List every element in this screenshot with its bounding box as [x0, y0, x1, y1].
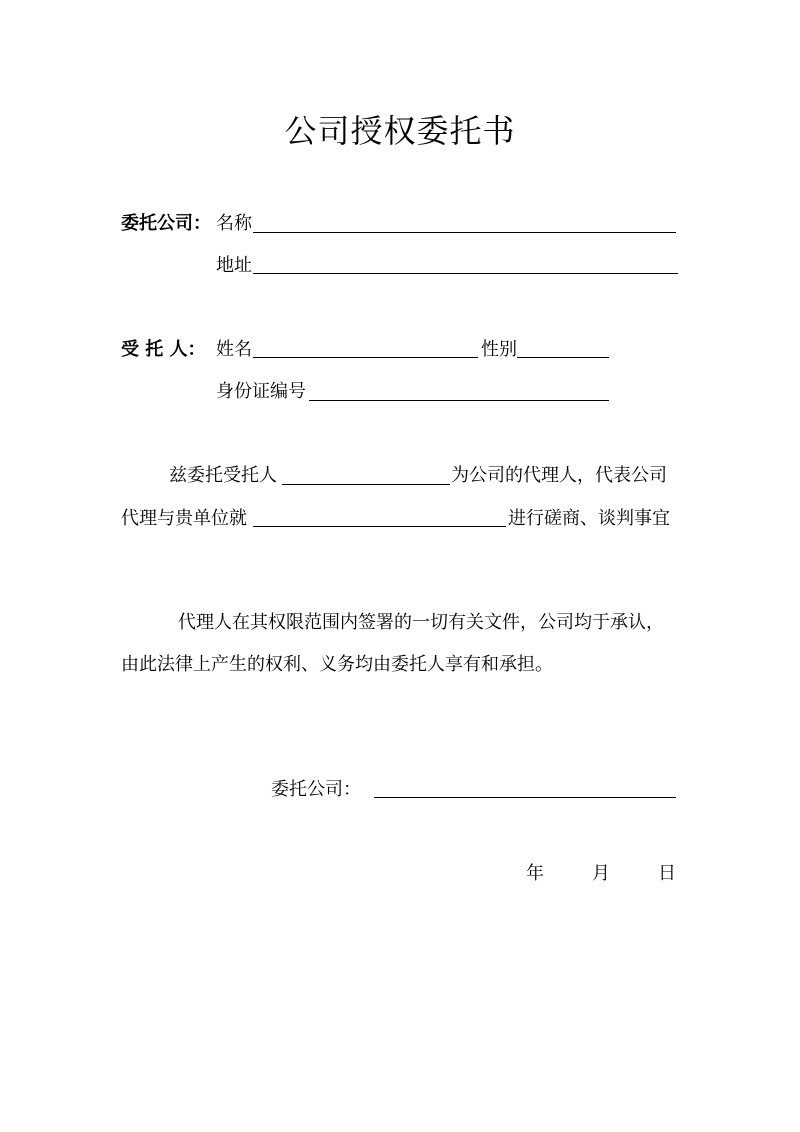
signature-label: 委托公司：	[271, 779, 361, 800]
principal-name-field[interactable]	[253, 232, 676, 233]
document-title: 公司授权委托书	[284, 112, 516, 150]
agent-gender-field[interactable]	[517, 357, 609, 358]
paragraph1-part2: 为公司的代理人，代表公司	[451, 465, 667, 486]
principal-address-label: 地址	[216, 255, 252, 276]
agent-id-label: 身份证编号	[216, 381, 306, 402]
paragraph2-line2: 由此法律上产生的权利、义务均由委托人享有和承担。	[121, 654, 553, 675]
agent-name-field[interactable]	[253, 357, 478, 358]
principal-name-label: 名称	[216, 213, 252, 234]
agent-label: 受 托 人：	[121, 339, 206, 360]
date-year-label: 年	[526, 863, 544, 884]
paragraph1-part3: 代理与贵单位就	[121, 508, 247, 529]
paragraph1-part4: 进行磋商、谈判事宜	[508, 508, 670, 529]
date-month-label: 月	[592, 863, 610, 884]
agent-id-field[interactable]	[309, 400, 609, 401]
signature-field[interactable]	[374, 797, 676, 798]
paragraph1-part1: 兹委托受托人	[169, 465, 277, 486]
agent-gender-label: 性别	[481, 339, 517, 360]
agent-name-label: 姓名	[216, 339, 252, 360]
agent-appoint-field[interactable]	[282, 484, 450, 485]
principal-label: 委托公司：	[121, 213, 211, 234]
principal-address-field[interactable]	[253, 273, 678, 274]
paragraph2-line1: 代理人在其权限范围内签署的一切有关文件，公司均于承认，	[178, 612, 664, 633]
date-day-label: 日	[658, 863, 676, 884]
matter-field[interactable]	[253, 526, 506, 527]
